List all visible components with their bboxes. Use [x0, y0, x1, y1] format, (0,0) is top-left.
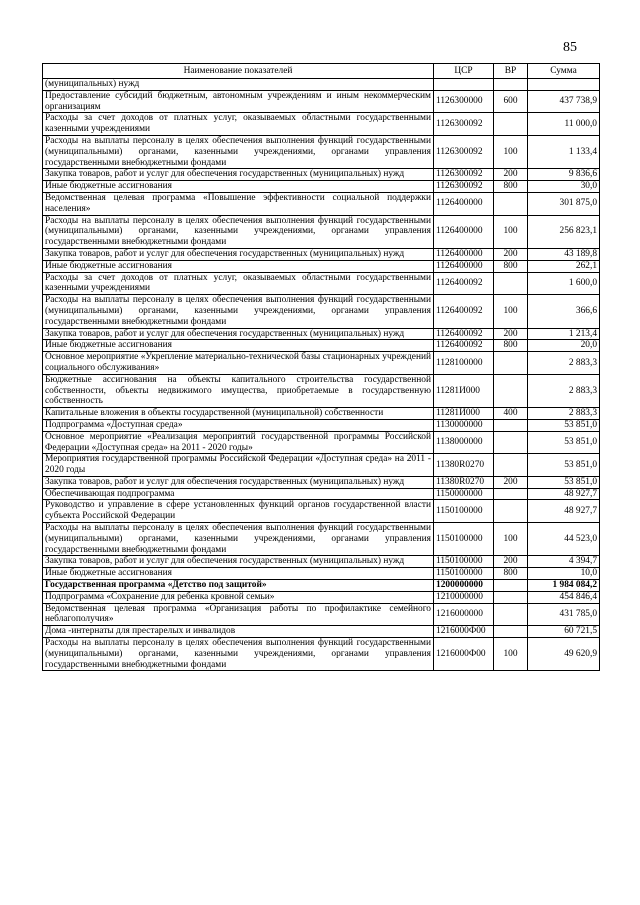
- row-vr-cell: [494, 488, 528, 500]
- row-csr-cell: 11281И000: [434, 408, 494, 420]
- row-vr-cell: [494, 591, 528, 603]
- row-vr-cell: 800: [494, 260, 528, 272]
- row-name-cell: Расходы на выплаты персоналу в целях обеспечения выполнения функций государственными (муниципальными) органами, казенными учреждениями, органами управления государственными внебюджетными фондами: [43, 295, 434, 328]
- row-name-cell: Иные бюджетные ассигнования: [43, 260, 434, 272]
- row-vr-cell: 200: [494, 328, 528, 340]
- table-header-row: [43, 64, 600, 79]
- row-vr-cell: [494, 626, 528, 638]
- row-sum-cell: 9 836,6: [528, 169, 600, 181]
- row-sum-cell: 431 785,0: [528, 603, 600, 626]
- row-csr-cell: 1150100000: [434, 556, 494, 568]
- table-row: [43, 272, 600, 295]
- table-row: [43, 626, 600, 638]
- table-row: [43, 419, 600, 431]
- row-sum-cell: 53 851,0: [528, 454, 600, 477]
- row-sum-cell: 11 000,0: [528, 113, 600, 136]
- table-row: [43, 556, 600, 568]
- row-csr-cell: 1128100000: [434, 352, 494, 375]
- row-sum-cell: 1 600,0: [528, 272, 600, 295]
- row-name-cell: Расходы на выплаты персоналу в целях обеспечения выполнения функций государственными (муниципальными) органами, казенными учреждениями, органами управления государственными внебюджетными фондами: [43, 638, 434, 671]
- row-name-cell: Бюджетные ассигнования на объекты капитального строительства государственной собственности, объекты недвижимого имущества, приобретаемые в государственную собственность: [43, 374, 434, 407]
- table-row: [43, 328, 600, 340]
- row-sum-cell: 48 927,7: [528, 500, 600, 523]
- row-csr-cell: 1130000000: [434, 419, 494, 431]
- row-sum-cell: 454 846,4: [528, 591, 600, 603]
- table-row: [43, 603, 600, 626]
- row-name-cell: Основное мероприятие «Укрепление материально-технической базы стационарных учреждений социального обслуживания»: [43, 352, 434, 375]
- budget-table: [42, 63, 600, 671]
- row-sum-cell: 437 738,9: [528, 90, 600, 113]
- row-sum-cell: 2 883,3: [528, 374, 600, 407]
- table-row: [43, 79, 600, 91]
- row-name-cell: Закупка товаров, работ и услуг для обеспечения государственных (муниципальных) нужд: [43, 476, 434, 488]
- row-csr-cell: 1216000000: [434, 603, 494, 626]
- row-vr-cell: 400: [494, 408, 528, 420]
- table-row: [43, 295, 600, 328]
- table-row: [43, 248, 600, 260]
- row-vr-cell: 100: [494, 215, 528, 248]
- row-csr-cell: 1150100000: [434, 500, 494, 523]
- row-csr-cell: 11380R0270: [434, 454, 494, 477]
- row-csr-cell: 1126400092: [434, 340, 494, 352]
- row-name-cell: Подпрограмма «Доступная среда»: [43, 419, 434, 431]
- row-vr-cell: [494, 352, 528, 375]
- row-sum-cell: 48 927,7: [528, 488, 600, 500]
- table-row: [43, 340, 600, 352]
- row-csr-cell: 11380R0270: [434, 476, 494, 488]
- row-sum-cell: 1 133,4: [528, 135, 600, 168]
- row-vr-cell: [494, 419, 528, 431]
- table-row: [43, 260, 600, 272]
- row-vr-cell: [494, 272, 528, 295]
- row-csr-cell: 1126300092: [434, 181, 494, 193]
- row-csr-cell: 1126400092: [434, 272, 494, 295]
- row-vr-cell: 600: [494, 90, 528, 113]
- table-row: [43, 431, 600, 454]
- row-vr-cell: [494, 113, 528, 136]
- row-vr-cell: 100: [494, 295, 528, 328]
- row-name-cell: Закупка товаров, работ и услуг для обеспечения государственных (муниципальных) нужд: [43, 169, 434, 181]
- row-csr-cell: 1200000000: [434, 580, 494, 592]
- table-row: [43, 500, 600, 523]
- row-sum-cell: 43 189,8: [528, 248, 600, 260]
- row-name-cell: Закупка товаров, работ и услуг для обеспечения государственных (муниципальных) нужд: [43, 248, 434, 260]
- row-sum-cell: [528, 79, 600, 91]
- table-row: [43, 580, 600, 592]
- row-sum-cell: 2 883,3: [528, 408, 600, 420]
- row-csr-cell: 1150100000: [434, 523, 494, 556]
- row-csr-cell: 1126300092: [434, 169, 494, 181]
- row-csr-cell: 1126400000: [434, 192, 494, 215]
- row-name-cell: (муниципальных) нужд: [43, 79, 434, 91]
- row-name-cell: Иные бюджетные ассигнования: [43, 568, 434, 580]
- row-vr-cell: 800: [494, 568, 528, 580]
- row-sum-cell: 30,0: [528, 181, 600, 193]
- table-body: [43, 79, 600, 671]
- row-sum-cell: 2 883,3: [528, 352, 600, 375]
- row-name-cell: Закупка товаров, работ и услуг для обеспечения государственных (муниципальных) нужд: [43, 328, 434, 340]
- header-csr: ЦСР: [434, 64, 494, 79]
- row-name-cell: Ведомственная целевая программа «Повышение эффективности социальной поддержки населения»: [43, 192, 434, 215]
- table-row: [43, 135, 600, 168]
- table-row: [43, 454, 600, 477]
- table-row: [43, 374, 600, 407]
- row-name-cell: Предоставление субсидий бюджетным, автономным учреждениям и иным некоммерческим организациям: [43, 90, 434, 113]
- row-name-cell: Расходы за счет доходов от платных услуг, оказываемых областными государственными казенными учреждениями: [43, 113, 434, 136]
- row-csr-cell: 1126400000: [434, 215, 494, 248]
- row-sum-cell: 366,6: [528, 295, 600, 328]
- table-row: [43, 113, 600, 136]
- row-vr-cell: 100: [494, 638, 528, 671]
- row-csr-cell: 1126400000: [434, 260, 494, 272]
- row-csr-cell: 1216000Ф00: [434, 626, 494, 638]
- row-name-cell: Капитальные вложения в объекты государственной (муниципальной) собственности: [43, 408, 434, 420]
- row-vr-cell: 800: [494, 340, 528, 352]
- row-name-cell: Расходы на выплаты персоналу в целях обеспечения выполнения функций государственными (муниципальными) органами, казенными учреждениями, органами управления государственными внебюджетными фондами: [43, 135, 434, 168]
- row-vr-cell: [494, 431, 528, 454]
- row-csr-cell: [434, 79, 494, 91]
- row-sum-cell: 262,1: [528, 260, 600, 272]
- row-sum-cell: 256 823,1: [528, 215, 600, 248]
- row-name-cell: Руководство и управление в сфере установленных функций органов государственной власти субъекта Российской Федерации: [43, 500, 434, 523]
- row-csr-cell: 1150000000: [434, 488, 494, 500]
- page-number: 85: [563, 40, 577, 55]
- row-vr-cell: 200: [494, 169, 528, 181]
- row-sum-cell: 10,0: [528, 568, 600, 580]
- table-row: [43, 90, 600, 113]
- table-row: [43, 352, 600, 375]
- row-name-cell: Иные бюджетные ассигнования: [43, 340, 434, 352]
- row-csr-cell: 1126300000: [434, 90, 494, 113]
- row-csr-cell: 1210000000: [434, 591, 494, 603]
- header-name: Наименование показателей: [43, 64, 434, 79]
- table-row: [43, 523, 600, 556]
- table-row: [43, 408, 600, 420]
- row-sum-cell: 4 394,7: [528, 556, 600, 568]
- table-row: [43, 192, 600, 215]
- row-name-cell: Иные бюджетные ассигнования: [43, 181, 434, 193]
- row-csr-cell: 1216000Ф00: [434, 638, 494, 671]
- row-sum-cell: 20,0: [528, 340, 600, 352]
- table-row: [43, 476, 600, 488]
- row-sum-cell: 1 213,4: [528, 328, 600, 340]
- header-sum: Сумма: [528, 64, 600, 79]
- row-csr-cell: 1150100000: [434, 568, 494, 580]
- row-name-cell: Расходы за счет доходов от платных услуг, оказываемых областными государственными казенными учреждениями: [43, 272, 434, 295]
- row-sum-cell: 301 875,0: [528, 192, 600, 215]
- row-vr-cell: [494, 580, 528, 592]
- row-vr-cell: 200: [494, 476, 528, 488]
- row-sum-cell: 49 620,9: [528, 638, 600, 671]
- row-vr-cell: [494, 374, 528, 407]
- row-name-cell: Закупка товаров, работ и услуг для обеспечения государственных (муниципальных) нужд: [43, 556, 434, 568]
- row-sum-cell: 53 851,0: [528, 419, 600, 431]
- row-name-cell: Государственная программа «Детство под защитой»: [43, 580, 434, 592]
- row-vr-cell: [494, 192, 528, 215]
- table-row: [43, 568, 600, 580]
- table-row: [43, 638, 600, 671]
- row-name-cell: Расходы на выплаты персоналу в целях обеспечения выполнения функций государственными (муниципальными) органами, казенными учреждениями, органами управления государственными внебюджетными фондами: [43, 523, 434, 556]
- row-vr-cell: [494, 603, 528, 626]
- table-row: [43, 169, 600, 181]
- table-row: [43, 591, 600, 603]
- row-sum-cell: 53 851,0: [528, 476, 600, 488]
- row-csr-cell: 1126400092: [434, 328, 494, 340]
- row-vr-cell: 100: [494, 523, 528, 556]
- row-sum-cell: 60 721,5: [528, 626, 600, 638]
- table-row: [43, 215, 600, 248]
- row-name-cell: Расходы на выплаты персоналу в целях обеспечения выполнения функций государственными (муниципальными) органами, казенными учреждениями, органами управления государственными внебюджетными фондами: [43, 215, 434, 248]
- row-vr-cell: 200: [494, 248, 528, 260]
- row-vr-cell: 100: [494, 135, 528, 168]
- row-csr-cell: 1126400092: [434, 295, 494, 328]
- table-row: [43, 181, 600, 193]
- row-vr-cell: 200: [494, 556, 528, 568]
- row-csr-cell: 1138000000: [434, 431, 494, 454]
- table-row: [43, 488, 600, 500]
- row-csr-cell: 1126300092: [434, 135, 494, 168]
- row-sum-cell: 44 523,0: [528, 523, 600, 556]
- row-vr-cell: [494, 500, 528, 523]
- row-vr-cell: 800: [494, 181, 528, 193]
- row-name-cell: Обеспечивающая подпрограмма: [43, 488, 434, 500]
- row-csr-cell: 1126300092: [434, 113, 494, 136]
- row-vr-cell: [494, 79, 528, 91]
- row-name-cell: Дома -интернаты для престарелых и инвалидов: [43, 626, 434, 638]
- header-vr: ВР: [494, 64, 528, 79]
- row-vr-cell: [494, 454, 528, 477]
- row-name-cell: Ведомственная целевая программа «Организация работы по профилактике семейного неблагополучия»: [43, 603, 434, 626]
- row-sum-cell: 53 851,0: [528, 431, 600, 454]
- row-sum-cell: 1 984 084,2: [528, 580, 600, 592]
- row-name-cell: Основное мероприятие «Реализация мероприятий государственной программы Российской Федерации «Доступная среда» на 2011 - 2020 годы»: [43, 431, 434, 454]
- row-name-cell: Подпрограмма «Сохранение для ребенка кровной семьи»: [43, 591, 434, 603]
- row-csr-cell: 11281И000: [434, 374, 494, 407]
- row-name-cell: Мероприятия государственной программы Российской Федерации «Доступная среда» на 2011 - 2020 годы: [43, 454, 434, 477]
- row-csr-cell: 1126400000: [434, 248, 494, 260]
